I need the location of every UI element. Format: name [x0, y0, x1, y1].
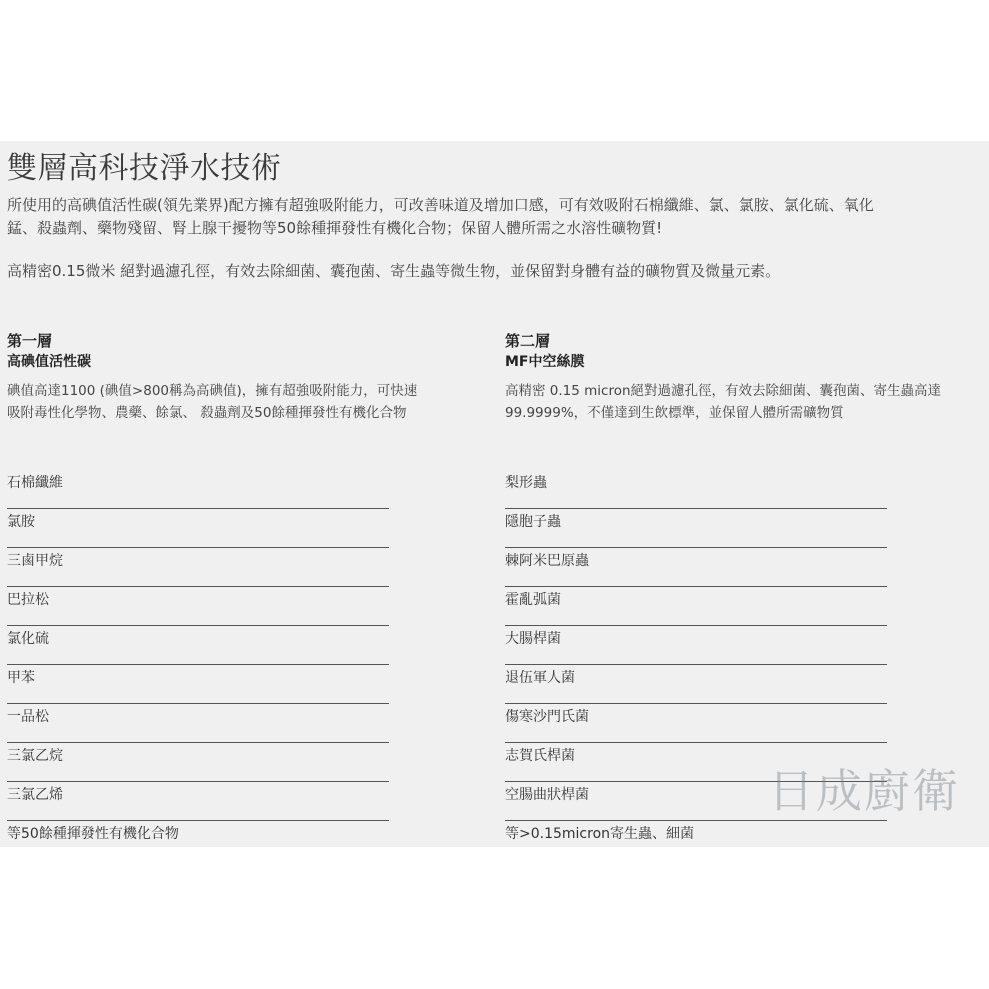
- layer1-description: [7, 380, 417, 424]
- layer2-description: [505, 380, 941, 424]
- list-item: 氯化硫: [7, 626, 389, 665]
- list-item: 石棉纖維: [7, 470, 389, 509]
- list-item: 志賀氏桿菌: [505, 743, 887, 782]
- layer1-desc-line-1: 碘值高達1100 (碘值>800稱為高碘值)，擁有超強吸附能力，可快速: [7, 383, 418, 399]
- brand-watermark: 日成廚衛: [768, 764, 960, 818]
- layer1-desc-line-2: 吸附毒性化學物、農藥、餘氯、 殺蟲劑及50餘種揮發性有機化合物: [7, 405, 407, 421]
- layer2-name: MF中空絲膜: [505, 354, 585, 370]
- layer2-label: 第二層: [505, 332, 551, 350]
- list-item: 一品松: [7, 704, 389, 743]
- intro-paragraph: [7, 194, 987, 240]
- list-item: 氯胺: [7, 509, 389, 548]
- intro-line-2: 錳、殺蟲劑、藥物殘留、腎上腺干擾物等50餘種揮發性有機化合物；保留人體所需之水溶性礦物質!: [7, 219, 663, 237]
- list-item: 三氯乙烯: [7, 782, 389, 821]
- precision-paragraph: 高精密0.15微米 絕對過濾孔徑，有效去除細菌、囊孢菌、寄生蟲等微生物，並保留對身體有益的礦物質及微量元素。: [7, 262, 781, 280]
- list-item: 退伍軍人菌: [505, 665, 887, 704]
- layer2-desc-line-2: 99.9999%，不僅達到生飲標準，並保留人體所需礦物質: [505, 405, 844, 421]
- layer1-label: 第一層: [7, 332, 53, 350]
- list-item: 棘阿米巴原蟲: [505, 548, 887, 587]
- list-item: 等>0.15micron寄生蟲、細菌: [505, 826, 695, 842]
- list-item: 隱胞子蟲: [505, 509, 887, 548]
- layer1-name: 高碘值活性碳: [7, 354, 91, 370]
- layer2-desc-line-1: 高精密 0.15 micron絕對過濾孔徑，有效去除細菌、囊孢菌、寄生蟲高達: [505, 383, 942, 399]
- list-item: 霍亂弧菌: [505, 587, 887, 626]
- list-item: 空腸曲狀桿菌: [505, 782, 887, 821]
- page-title: 雙層高科技淨水技術: [7, 151, 282, 186]
- list-item: 三鹵甲烷: [7, 548, 389, 587]
- list-item: 甲苯: [7, 665, 389, 704]
- layer1-section: [7, 330, 417, 424]
- list-item: 大腸桿菌: [505, 626, 887, 665]
- list-item: 三氯乙烷: [7, 743, 389, 782]
- list-item: 傷寒沙門氏菌: [505, 704, 887, 743]
- list-item: 梨形蟲: [505, 470, 887, 509]
- list-item: 巴拉松: [7, 587, 389, 626]
- layer2-section: [505, 330, 941, 424]
- intro-line-1: 所使用的高碘值活性碳(領先業界)配方擁有超強吸附能力，可改善味道及增加口感，可有效吸附石棉纖維、氯、氯胺、氯化硫、氧化: [7, 196, 874, 214]
- list-item: 等50餘種揮發性有機化合物: [7, 826, 179, 842]
- layer1-contaminant-list: [7, 470, 389, 860]
